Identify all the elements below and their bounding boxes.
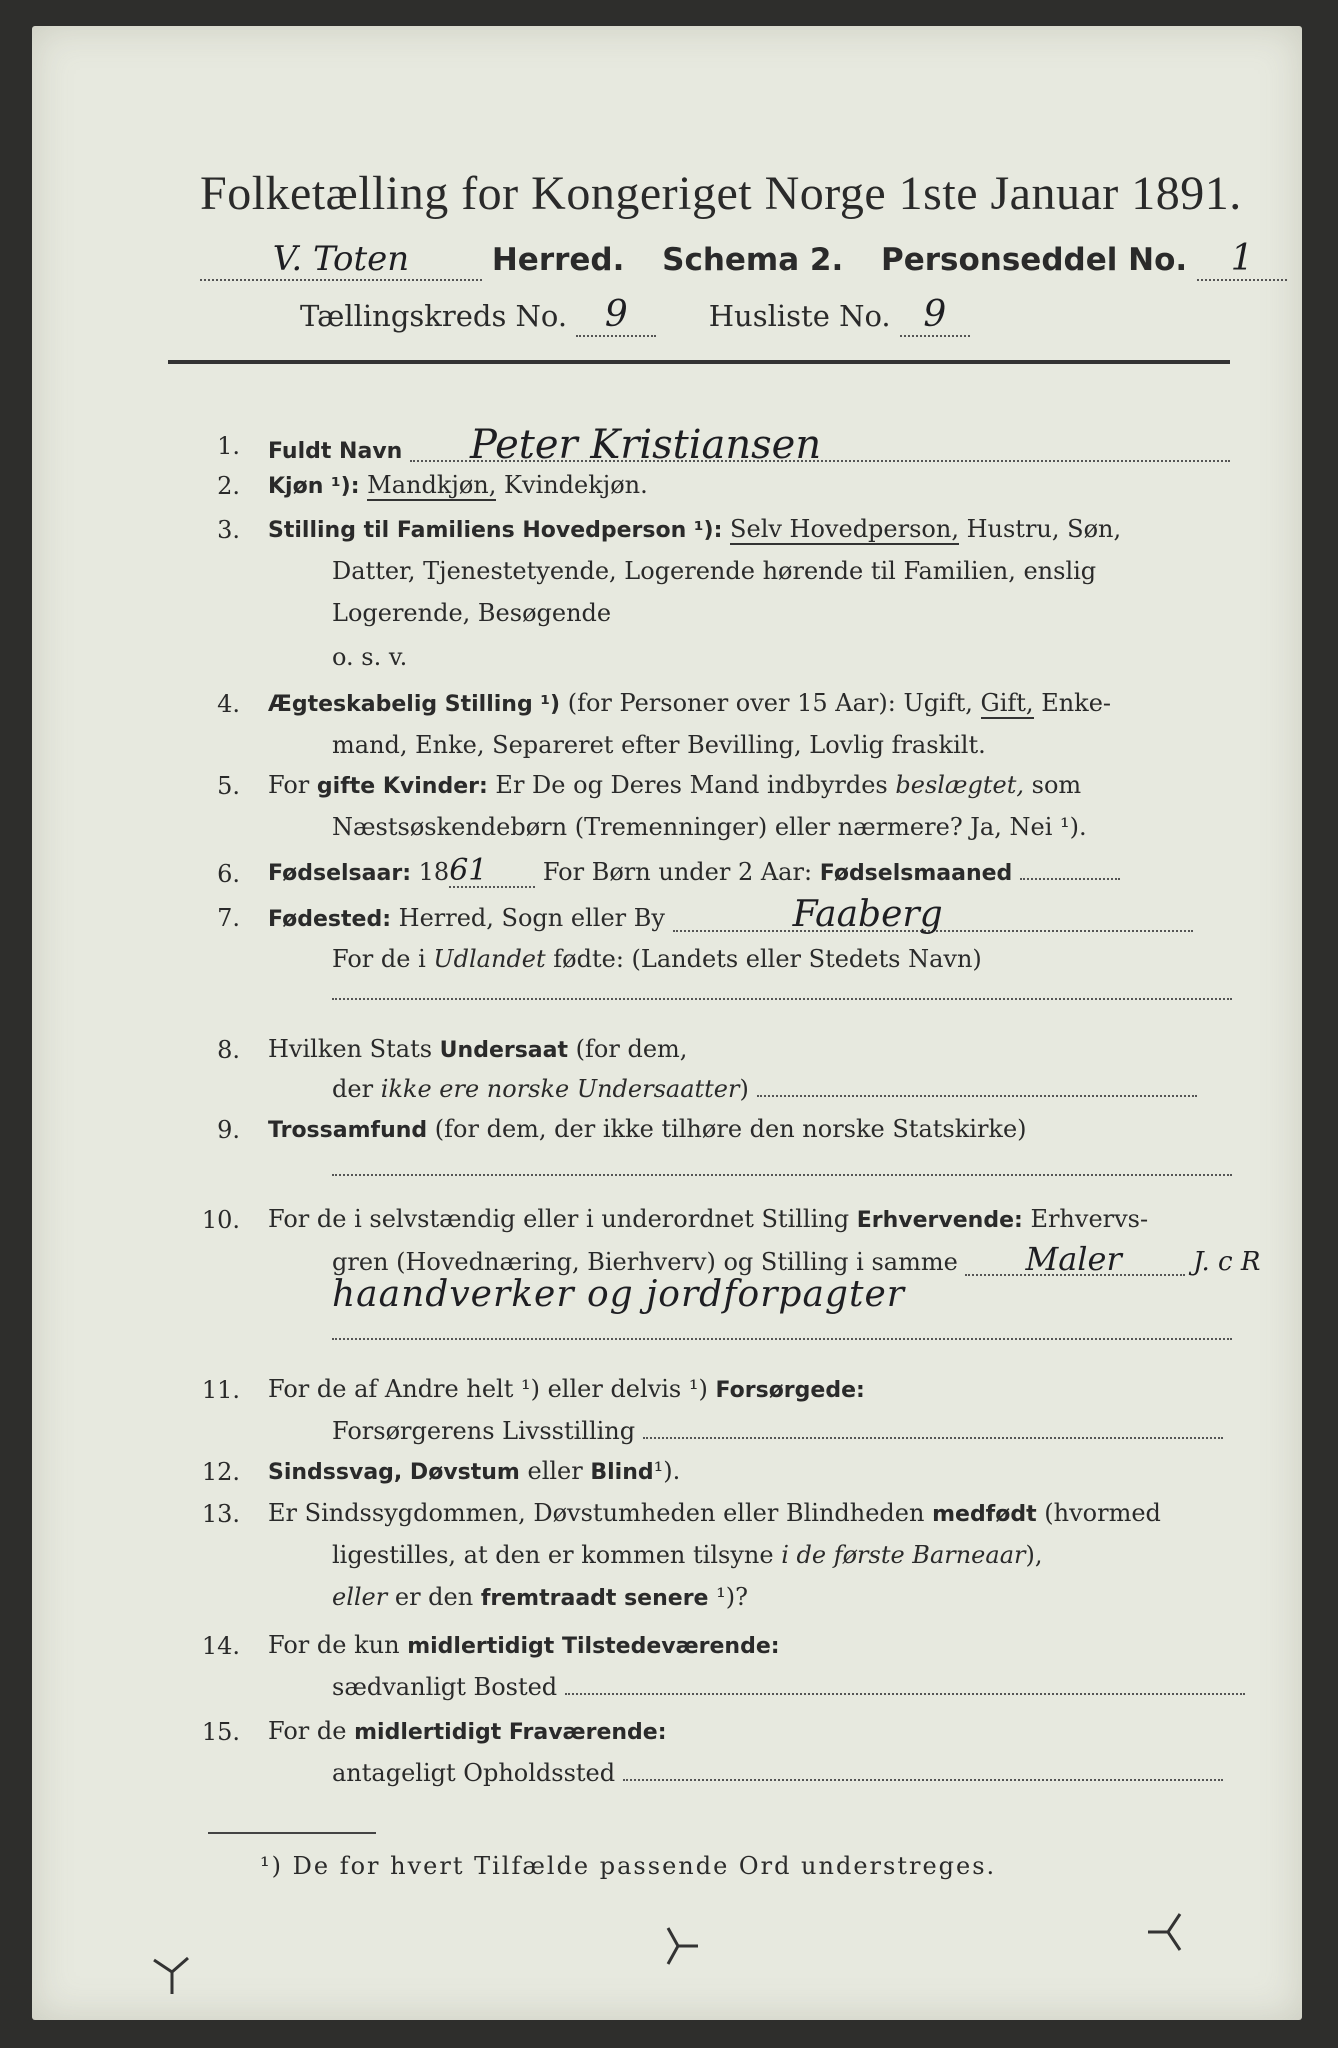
item-14-number: 14. [201,1632,240,1660]
item-14 [268,1630,1232,1662]
item-8-blank [757,1095,1197,1097]
item-9 [268,1114,1232,1146]
item-2 [268,470,1232,502]
footnote: ¹) De for hvert Tilfælde passende Ord understreges. [260,1852,997,1880]
item-3 [268,514,1232,546]
birth-month-blank [1020,878,1120,880]
item-7-number: 7. [217,904,240,932]
form-title: Folketælling for Kongeriget Norge 1ste Januar 1891. [200,167,1242,220]
item-13-line-3-italic: eller [332,1583,388,1611]
item-15-label: midlertidigt Fraværende: [354,1720,667,1745]
item-3-line-2: Datter, Tjenestetyende, Logerende hørende til Familien, enslig [332,557,1097,585]
item-10-line-2-text: gren (Hovednæring, Bierhverv) og Stilling i samme [332,1248,958,1276]
item-8-line-2-b: ) [739,1075,749,1103]
item-10-label: Erhvervende: [856,1208,1023,1233]
item-8-label: Undersaat [439,1038,569,1063]
option-mandkjon-selected: Mandkjøn, [367,471,497,499]
census-form-paper [32,26,1302,2020]
registration-mark-right-icon [1144,1912,1184,1952]
item-13-line-3-bold: fremtraadt senere [480,1586,709,1611]
item-6 [268,853,1232,889]
item-15-line-2 [332,1758,1232,1788]
item-12-label-2: Blind [590,1460,654,1485]
item-15 [268,1716,1232,1748]
item-11-line-2-text: Forsørgerens Livsstilling [332,1417,636,1445]
item-8-line-2 [332,1074,1232,1104]
item-10-text-tail: Erhvervs- [1030,1205,1149,1233]
item-4-line-2: mand, Enke, Separeret efter Bevilling, Lovlig fraskilt. [332,731,986,759]
item-5-text-tail: som [1031,771,1082,799]
item-15-line-2-text: antageligt Opholdssted [332,1759,616,1787]
item-15-text: For de [268,1717,347,1745]
registration-mark-left-icon [152,1956,192,1996]
option-kvindekjon: Kvindekjøn. [504,471,648,499]
item-12-label: Sindssvag, Døvstum [268,1460,520,1485]
item-5-text: Er De og Deres Mand indbyrdes [495,771,888,799]
item-13-line-3 [332,1582,1232,1614]
occupation-value-2: haandverker og jordforpagter [332,1274,905,1315]
item-13-text: Er Sindssygdommen, Døvstumheden eller Blindheden [268,1499,925,1527]
kreds-label: Tællingskreds No. [300,299,568,333]
item-8-number: 8. [217,1036,240,1064]
item-13-label: medfødt [932,1502,1037,1527]
item-8-line-2-a: der [332,1075,374,1103]
item-14-label: midlertidigt Tilstedeværende: [407,1634,780,1659]
item-12 [268,1456,1232,1488]
birth-year-prefix: 18 [418,858,450,886]
item-8-line-2-italic: ikke ere norske Undersaatter [380,1075,740,1103]
item-5-line-2: Næstsøskendebørn (Tremenninger) eller nærmere? Ja, Nei ¹). [332,813,1087,841]
item-7-line-2 [332,944,1232,974]
item-4-text: (for Personer over 15 Aar): Ugift, [567,689,973,717]
item-9-text: (for dem, der ikke tilhøre den norske Statskirke) [434,1115,1027,1143]
item-10-line-3 [332,1274,1292,1315]
item-4-number: 4. [217,690,240,718]
item-5-label: gifte Kvinder: [316,774,488,799]
husliste-label: Husliste No. [708,299,891,333]
item-9-number: 9. [217,1116,240,1144]
item-11-line-2 [332,1416,1232,1446]
item-1-label: Fuldt Navn [268,439,403,464]
item-11 [268,1374,1232,1406]
footnote-rule [208,1832,376,1834]
item-8 [268,1034,1232,1066]
full-name-value: Peter Kristiansen [410,430,1230,462]
item-7-label: Fødested: [268,907,391,932]
item-7-blank-line [332,998,1232,1000]
item-5 [268,770,1232,802]
item-3-number: 3. [217,516,240,544]
item-7-line-2-a: For de i [332,945,426,973]
item-1 [268,422,1232,468]
herred-label: Herred. [491,242,625,278]
header-row-2 [300,294,970,337]
header-rule [168,360,1230,364]
item-13-line-2-italic: i de første Barneaar [781,1541,1026,1569]
item-4-label: Ægteskabelig Stilling ¹) [268,692,561,717]
census-form [32,26,1302,2020]
registration-mark-center-icon [662,1926,702,1966]
kreds-value: 9 [576,294,656,337]
item-13-line-2-b: ), [1025,1541,1043,1569]
item-7 [268,894,1232,935]
item-13 [268,1498,1232,1530]
occupation-note: J. c R [1193,1247,1261,1277]
item-8-text-tail: (for dem, [575,1035,688,1063]
birthplace-value: Faaberg [673,900,1193,932]
item-11-text: For de af Andre helt ¹) eller delvis ¹) [268,1375,708,1403]
item-13-line-2 [332,1540,1232,1570]
item-13-number: 13. [201,1500,240,1528]
item-14-line-2-text: sædvanligt Bosted [332,1673,558,1701]
occupation-value-1: Maler [965,1244,1185,1276]
item-7-line-2-italic: Udlandet [433,945,546,973]
item-3-options-rest: Hustru, Søn, [966,515,1122,543]
birth-year-value: 61 [449,856,535,888]
item-6-label: Fødselsaar: [268,861,411,886]
item-10-number: 10. [201,1206,240,1234]
item-12-tail: ¹). [653,1457,681,1485]
item-8-text: Hvilken Stats [268,1035,433,1063]
item-4 [268,688,1232,720]
item-12-text: eller [527,1457,583,1485]
item-13-line-2-a: ligestilles, at den er kommen tilsyne [332,1541,774,1569]
item-6-number: 6. [217,860,240,888]
item-15-blank [623,1779,1223,1781]
item-7-text: Herred, Sogn eller By [398,904,665,932]
item-10-line-2 [332,1240,1261,1278]
item-3-line-3: Logerende, Besøgende [332,599,612,627]
item-12-number: 12. [201,1458,240,1486]
item-14-blank [565,1693,1245,1695]
item-9-label: Trossamfund [268,1118,428,1143]
header-row-1 [200,238,1287,281]
item-14-text: For de kun [268,1631,400,1659]
personseddel-value: 1 [1197,238,1287,281]
item-3-line-4: o. s. v. [332,643,408,671]
item-7-line-2-b: fødte: (Landets eller Stedets Navn) [553,945,982,973]
item-13-line-3-c: ¹)? [716,1583,748,1611]
item-1-number: 1. [217,432,240,460]
herred-value: V. Toten [200,239,482,281]
item-11-blank [643,1437,1223,1439]
option-selv-hovedperson-selected: Selv Hovedperson, [730,515,959,543]
item-10-text: For de i selvstændig eller i underordnet Stilling [268,1205,850,1233]
item-2-label: Kjøn ¹): [268,474,360,499]
item-2-number: 2. [217,472,240,500]
personseddel-label: Personseddel No. [881,242,1188,278]
item-5-number: 5. [217,772,240,800]
item-5-prefix: For [268,771,310,799]
item-9-blank-line [332,1174,1232,1176]
item-14-line-2 [332,1672,1232,1702]
husliste-value: 9 [900,294,970,337]
item-10-blank-line [332,1338,1232,1340]
item-4-text-tail: Enke- [1041,689,1112,717]
item-3-label: Stilling til Familiens Hovedperson ¹): [268,518,723,543]
item-13-text-tail: (hvormed [1044,1499,1161,1527]
item-6-label-2: Fødselsmaaned [819,861,1013,886]
item-13-line-3-a: er den [394,1583,474,1611]
item-5-text-italic: beslægtet, [895,771,1024,799]
item-15-number: 15. [201,1718,240,1746]
item-11-label: Forsørgede: [715,1378,865,1403]
item-11-number: 11. [201,1376,240,1404]
item-10 [268,1204,1232,1236]
option-gift-selected: Gift, [980,689,1034,717]
schema-label: Schema 2. [662,242,844,278]
item-6-text: For Børn under 2 Aar: [542,858,813,886]
